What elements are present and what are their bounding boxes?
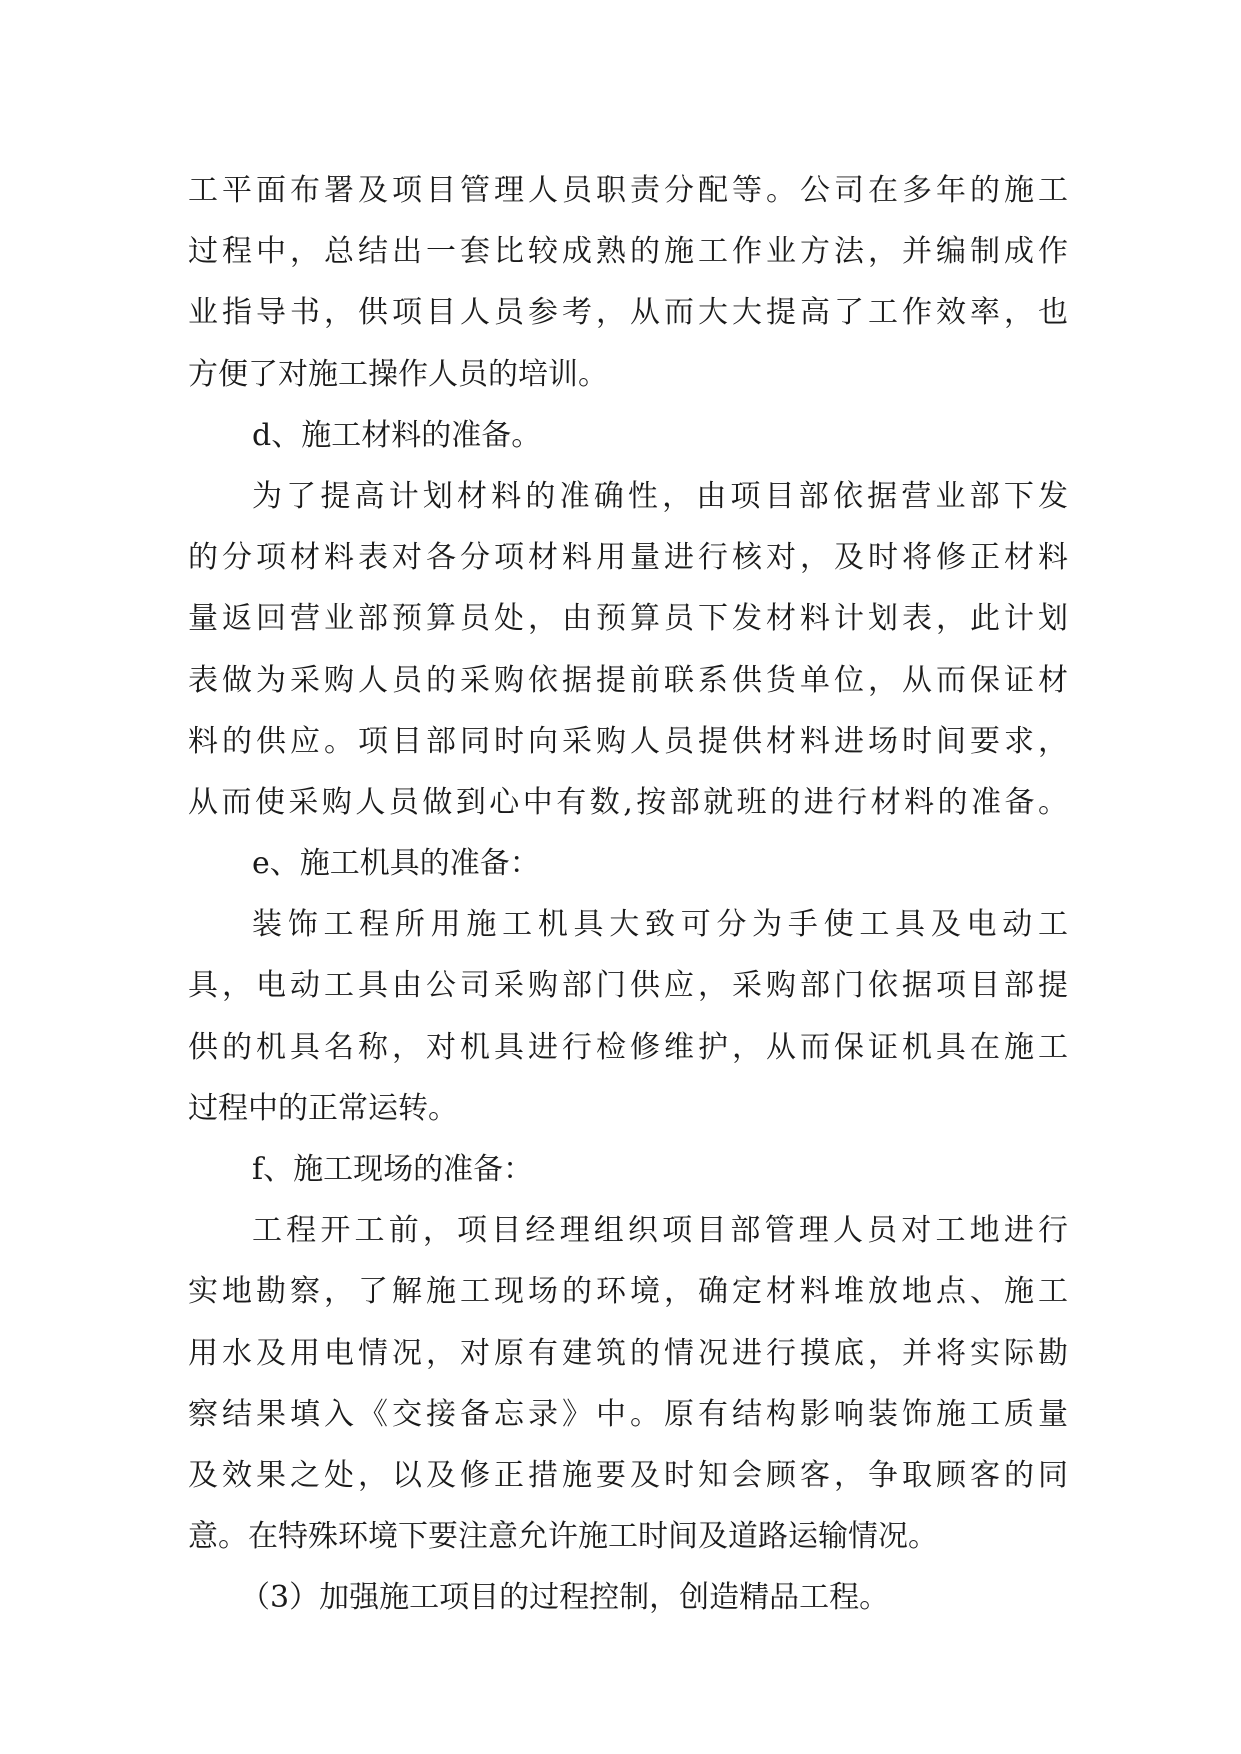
text-line: 工程开工前，项目经理组织项目部管理人员对工地进行 [252,1213,1068,1249]
text-line: 供的机具名称，对机具进行检修维护，从而保证机具在施工 [188,1029,1068,1065]
document-body [188,160,1068,1629]
text-line: 为了提高计划材料的准确性，由项目部依据营业部下发 [252,478,1068,514]
text-line: 业指导书，供项目人员参考，从而大大提高了工作效率，也 [188,295,1068,331]
text-line: 从而使采购人员做到心中有数,按部就班的进行材料的准备。 [188,784,1068,820]
text-line: 方便了对施工操作人员的培训。 [188,356,608,392]
heading-text: f、施工现场的准备： [252,1152,534,1187]
text-line: 具，电动工具由公司采购部门供应，采购部门依据项目部提 [188,968,1068,1004]
paragraph [188,1200,1068,1567]
text-line: 量返回营业部预算员处，由预算员下发材料计划表，此计划 [188,601,1068,637]
heading-text: d、施工材料的准备。 [252,417,542,453]
heading-text: e、施工机具的准备： [252,846,540,882]
text-line: 意。在特殊环境下要注意允许施工时间及道路运输情况。 [188,1519,938,1555]
text-line: 表做为采购人员的采购依据提前联系供货单位，从而保证材 [188,662,1068,698]
text-line: 实地勘察，了解施工现场的环境，确定材料堆放地点、施工 [188,1274,1068,1310]
text-line: 工平面布署及项目管理人员职责分配等。公司在多年的施工 [188,173,1068,208]
paragraph [188,466,1068,833]
text-line: 及效果之处，以及修正措施要及时知会顾客，争取顾客的同 [188,1457,1068,1493]
paragraph [188,894,1068,1139]
text-line: 过程中的正常运转。 [188,1090,458,1126]
section-heading [188,405,1068,466]
text-line: 过程中，总结出一套比较成熟的施工作业方法，并编制成作 [188,234,1068,270]
text-line: 装饰工程所用施工机具大致可分为手使工具及电动工 [252,907,1068,943]
section-heading [188,833,1068,894]
section-heading [188,1567,1068,1628]
text-line: 察结果填入《交接备忘录》中。原有结构影响装饰施工质量 [188,1396,1068,1432]
heading-text: （3）加强施工项目的过程控制，创造精品工程。 [240,1580,890,1616]
text-line: 的分项材料表对各分项材料用量进行核对，及时将修正材料 [188,540,1068,576]
text-line: 料的供应。项目部同时向采购人员提供材料进场时间要求， [188,723,1068,759]
text-line: 用水及用电情况，对原有建筑的情况进行摸底，并将实际勘 [188,1335,1068,1371]
paragraph [188,160,1068,405]
section-heading [188,1139,1068,1200]
